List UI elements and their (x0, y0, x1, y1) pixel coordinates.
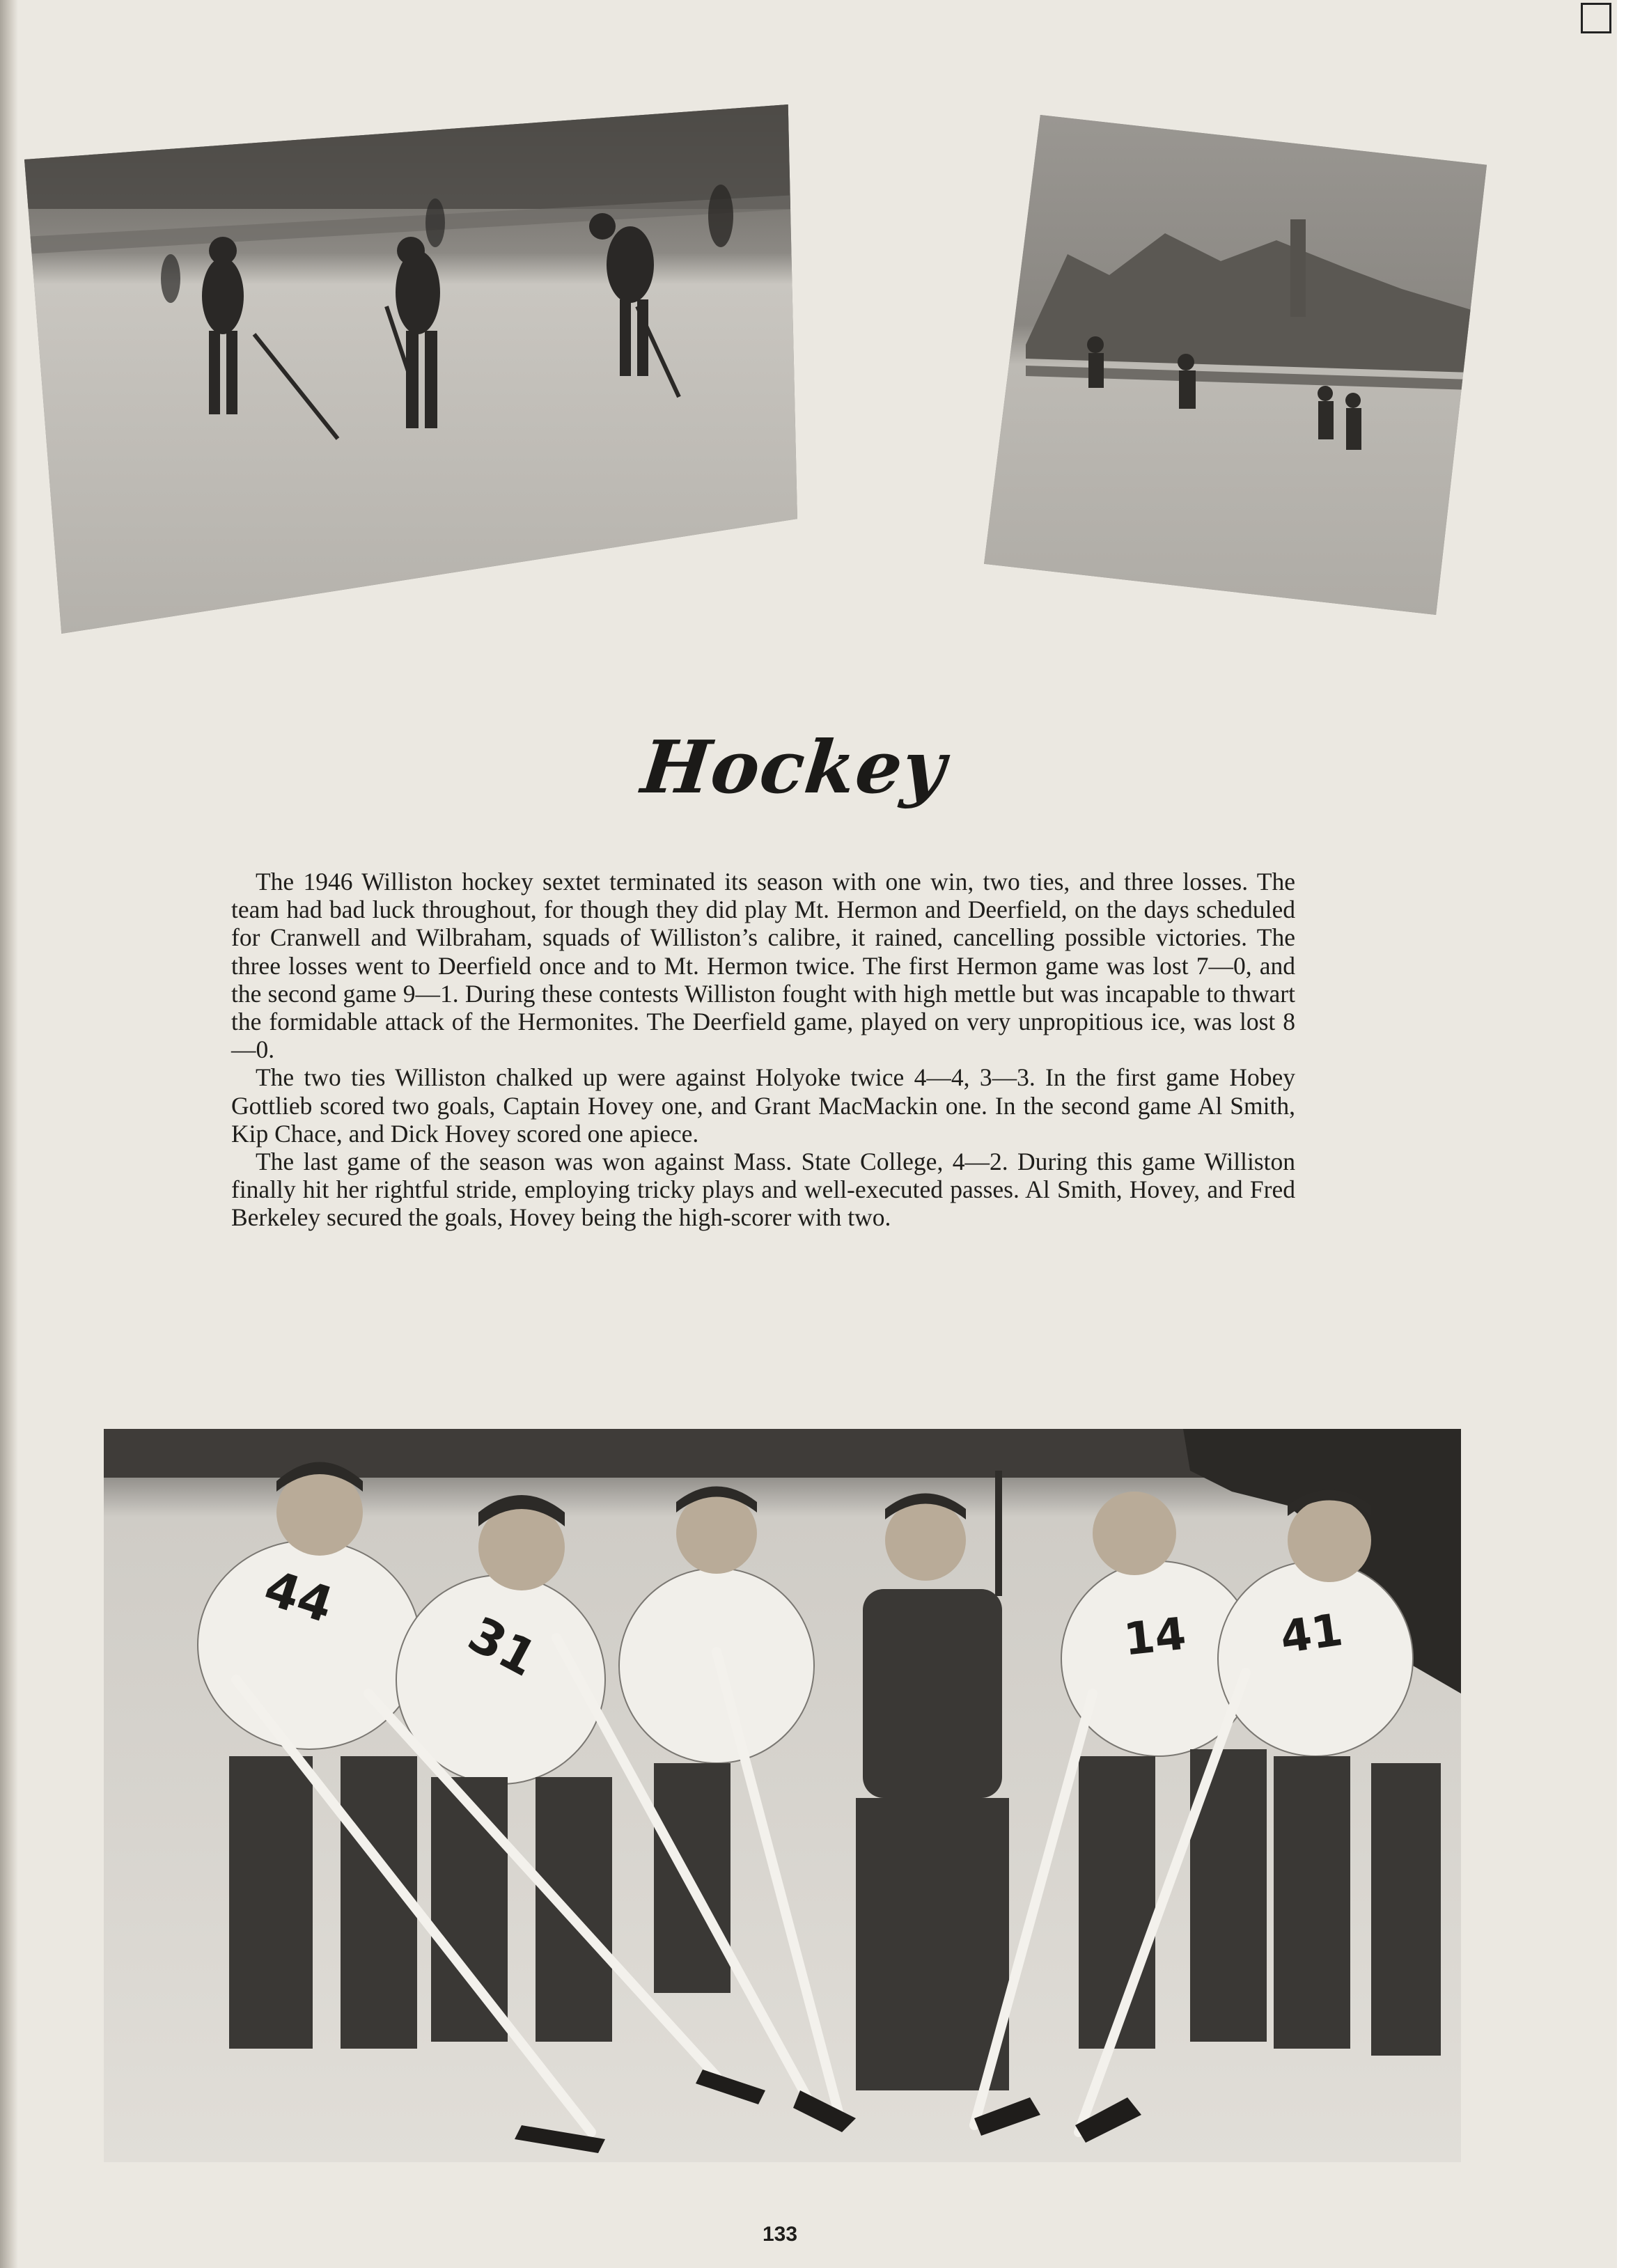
article-paragraph: The two ties Williston chalked up were against Holyoke twice 4—4, 3—3. In the first game Hobey Gottlieb scored two goals, Captain Hovey one, and Grant MacMackin one. In the second game Al Smith, Kip Chace, and Dick Hovey scored one apiece. (231, 1063, 1295, 1148)
scan-color-patch (1581, 3, 1611, 33)
team-jersey-numbers (104, 1429, 1461, 2162)
hockey-game-photo-left (24, 104, 797, 634)
page-number: 133 (762, 2223, 798, 2246)
hockey-game-photo-right-image (984, 115, 1487, 615)
article-paragraph: The last game of the season was won against Mass. State College, 4—2. During this game Williston finally hit her rightful stride, employing tricky plays and well-executed passes. Al Smith, Hovey, and Fred Berkeley secured the goals, Hovey being the high-scorer with two. (231, 1148, 1295, 1232)
page-title: Hockey (637, 724, 951, 810)
jersey-number: 44 (258, 1558, 341, 1634)
page-binding-shadow (0, 0, 18, 2268)
jersey-number: 31 (459, 1605, 547, 1688)
jersey-number: 14 (1121, 1608, 1189, 1666)
jersey-number: 41 (1277, 1604, 1346, 1664)
hockey-game-photo-left-image (24, 104, 797, 634)
article-paragraph: The 1946 Williston hockey sextet terminated its season with one win, two ties, and three losses. The team had bad luck throughout, for though they did play Mt. Hermon and Deerfield, on the days scheduled for Cranwell and Wilbraham, squads of Williston’s calibre, it rained, cancelling possible victories. The three losses went to Deerfield once and to Mt. Hermon twice. The first Hermon game was lost 7—0, and the second game 9—1. During these contests Williston fought with high mettle but was incapable to thwart the formidable attack of the Hermonites. The Deerfield game, played on very unpropitious ice, was lost 8—0. (231, 868, 1295, 1064)
hockey-game-photo-right (984, 115, 1487, 615)
scan-margin (1617, 0, 1633, 2268)
hockey-article (231, 868, 1295, 1232)
hockey-team-photo (104, 1429, 1461, 2162)
